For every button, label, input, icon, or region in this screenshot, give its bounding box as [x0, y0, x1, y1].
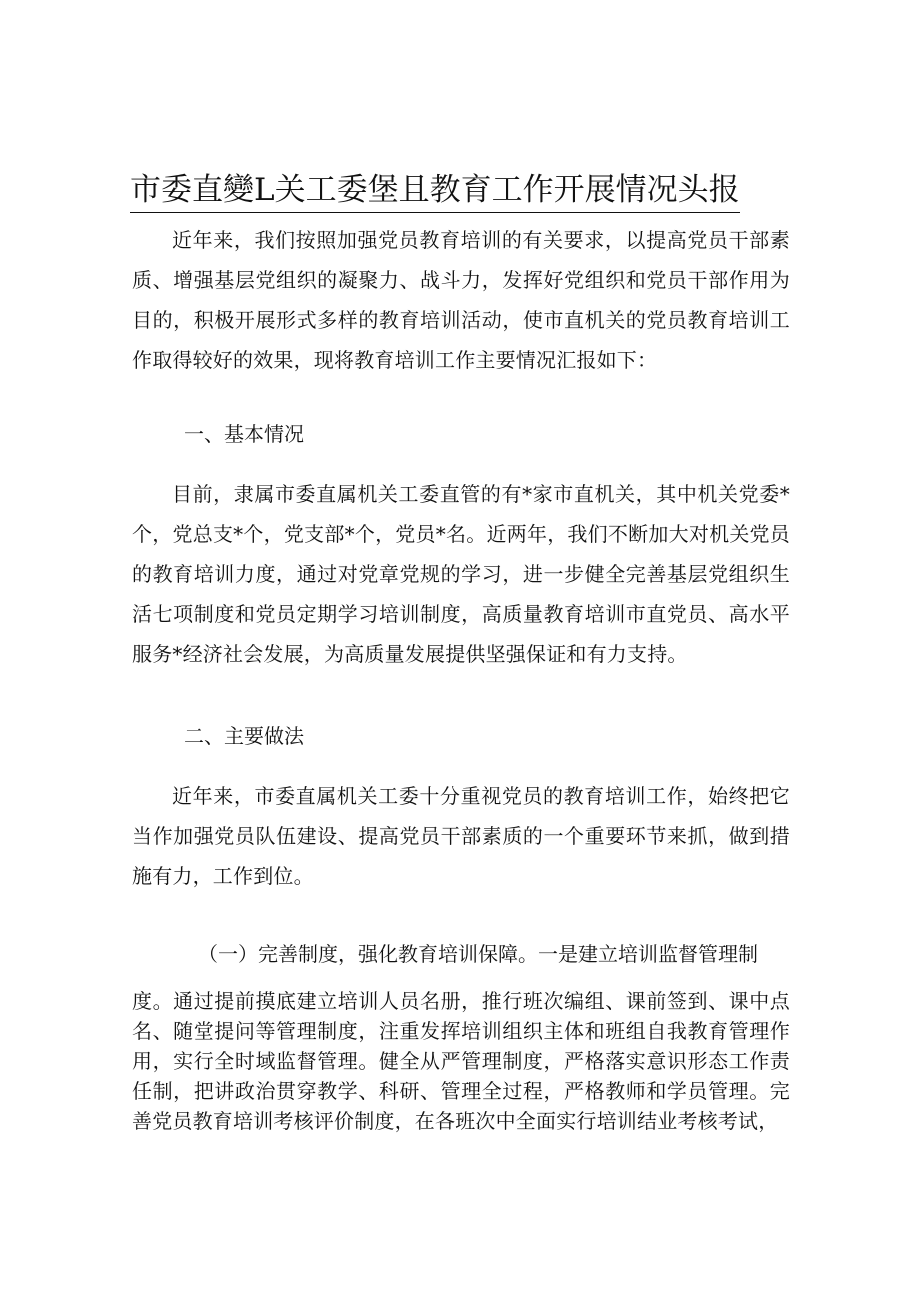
section-2-body: 近年来，市委直属机关工委十分重视党员的教育培训工作，始终把它当作加强党员队伍建设、提高党员干部素质的一个重要环节来抓，做到措施有力，工作到位。 — [132, 784, 790, 888]
intro-paragraph: 近年来，我们按照加强党员教育培训的有关要求，以提高党员干部素质、增强基层党组织的凝聚力、战斗力，发挥好党组织和党员干部作用为目的，积极开展形式多样的教育培训活动，使市直机关的党员教育培训工作取得较好的效果，现将教育培训工作主要情况汇报如下： — [132, 228, 790, 372]
section-2-heading: 二、主要做法 — [184, 724, 304, 748]
section-1-heading: 一、基本情况 — [184, 422, 304, 446]
document-title: 市委直變L关工委堡且教育工作开展情况头报 — [130, 168, 740, 213]
subsection-1-first-line: （一）完善制度，强化教育培训保障。一是建立培训监督管理制 — [198, 942, 758, 966]
document-title-wrap — [130, 168, 740, 218]
subsection-1-body: 度。通过提前摸底建立培训人员名册，推行班次编组、课前签到、课中点名、随堂提问等管理制度，注重发挥培训组织主体和班组自我教育管理作用，实行全时域监督管理。健全从严管理制度，严格落实意识形态工作责任制，把讲政治贯穿教学、科研、管理全过程，严格教师和学员管理。完善党员教育培训考核评价制度，在各班次中全面实行培训结业考核考试， — [132, 989, 790, 1133]
section-1-body: 目前，隶属市委直属机关工委直管的有*家市直机关，其中机关党委*个，党总支*个，党支部*个，党员*名。近两年，我们不断加大对机关党员的教育培训力度，通过对党章党规的学习，进一步健全完善基层党组织生活七项制度和党员定期学习培训制度，高质量教育培训市直党员、高水平服务*经济社会发展，为高质量发展提供坚强保证和有力支持。 — [132, 482, 790, 666]
